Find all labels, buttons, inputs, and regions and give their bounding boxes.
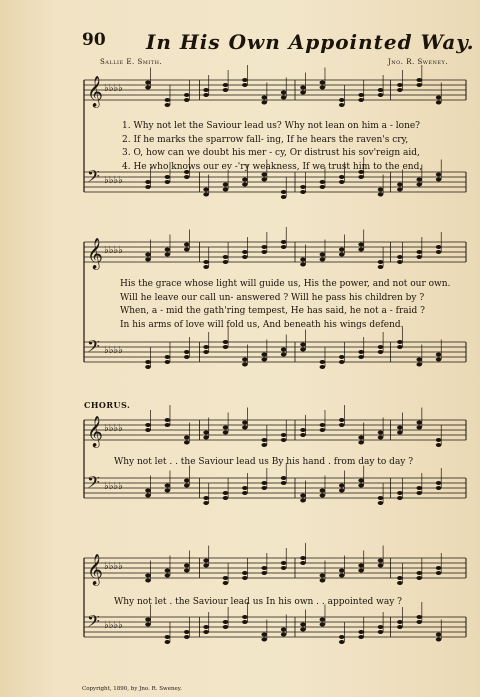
note-head	[242, 363, 248, 367]
note-head	[242, 576, 248, 580]
verse-line: His the grace whose light will guide us, His the power, and not our own.	[120, 279, 451, 289]
note-head	[358, 484, 364, 488]
note-head	[416, 421, 422, 425]
chorus-lyric-1: Why not let . . the Saviour lead us By his hand . from day to day ?	[114, 457, 414, 467]
note-head	[165, 484, 171, 488]
note-head	[223, 345, 229, 349]
note-head	[184, 93, 190, 97]
hymn-title: In His Own Appointed Way.	[146, 30, 475, 54]
note-head	[436, 353, 442, 357]
note-head	[203, 93, 209, 97]
note-head	[378, 193, 384, 197]
note-head	[436, 96, 442, 100]
note-head	[320, 365, 326, 369]
note-head	[261, 566, 267, 570]
verse-line: Will he leave our call un- answered ? Will he pass his children by ?	[120, 292, 425, 303]
verse-line: When, a - mid the gath'ring tempest, He has said, he not a - fraid ?	[120, 306, 425, 316]
note-head	[397, 431, 403, 435]
verse-block-1	[122, 120, 422, 174]
note-head	[261, 245, 267, 249]
note-head	[145, 253, 151, 257]
note-head	[397, 620, 403, 624]
note-head	[300, 494, 306, 498]
note-head	[416, 576, 422, 580]
key-signature-icon: ♭♭♭♭	[104, 175, 123, 186]
note-head	[416, 426, 422, 430]
note-head	[358, 635, 364, 639]
note-head	[203, 193, 209, 197]
note-head	[261, 353, 267, 357]
verse-line: 2. If he marks the sparrow fall- ing, If he hears the raven's cry,	[122, 134, 409, 145]
note-head	[242, 421, 248, 425]
note-head	[145, 185, 151, 189]
note-head	[339, 574, 345, 578]
note-head	[397, 426, 403, 430]
note-head	[358, 93, 364, 97]
note-head	[184, 175, 190, 179]
note-head	[184, 441, 190, 445]
note-head	[378, 431, 384, 435]
treble-clef-icon: 𝄞	[87, 238, 103, 269]
note-head	[339, 640, 345, 644]
note-head	[339, 569, 345, 573]
key-signature-icon: ♭♭♭♭	[104, 345, 123, 356]
note-head	[416, 183, 422, 187]
treble-clef-icon: 𝄞	[87, 416, 103, 447]
note-head	[436, 173, 442, 177]
note-head	[358, 441, 364, 445]
note-head	[397, 625, 403, 629]
note-head	[261, 438, 267, 442]
note-head	[416, 571, 422, 575]
note-head	[165, 640, 171, 644]
note-head	[300, 556, 306, 560]
note-head	[242, 183, 248, 187]
note-head	[339, 355, 345, 359]
note-head	[378, 564, 384, 568]
note-head	[339, 489, 345, 493]
composer-credit: Jno. R. Sweney.	[388, 58, 449, 66]
note-head	[261, 571, 267, 575]
note-head	[203, 564, 209, 568]
note-head	[436, 481, 442, 485]
key-signature-icon: ♭♭♭♭	[104, 481, 123, 492]
note-head	[281, 433, 287, 437]
bass-clef-icon: 𝄢	[87, 166, 100, 190]
note-head	[203, 88, 209, 92]
note-head	[281, 628, 287, 632]
note-head	[397, 576, 403, 580]
note-head	[203, 496, 209, 500]
note-head	[397, 183, 403, 187]
note-head	[165, 569, 171, 573]
note-head	[203, 345, 209, 349]
bass-clef-icon: 𝄢	[87, 611, 100, 635]
note-head	[203, 625, 209, 629]
note-head	[184, 243, 190, 247]
note-head	[339, 418, 345, 422]
note-head	[223, 260, 229, 264]
note-head	[358, 98, 364, 102]
note-head	[436, 101, 442, 105]
note-head	[145, 423, 151, 427]
note-head	[320, 579, 326, 583]
note-head	[242, 83, 248, 87]
note-head	[281, 353, 287, 357]
note-head	[145, 489, 151, 493]
note-head	[261, 250, 267, 254]
note-head	[320, 423, 326, 427]
note-head	[416, 250, 422, 254]
note-head	[145, 579, 151, 583]
note-head	[378, 559, 384, 563]
note-head	[261, 486, 267, 490]
note-head	[320, 180, 326, 184]
note-head	[300, 91, 306, 95]
note-head	[145, 574, 151, 578]
note-head	[281, 633, 287, 637]
note-head	[261, 96, 267, 100]
note-head	[145, 618, 151, 622]
note-head	[320, 86, 326, 90]
note-head	[165, 98, 171, 102]
note-head	[378, 188, 384, 192]
note-head	[436, 486, 442, 490]
note-head	[339, 635, 345, 639]
note-head	[165, 423, 171, 427]
note-head	[300, 433, 306, 437]
note-head	[320, 253, 326, 257]
note-head	[145, 365, 151, 369]
lyricist-credit: Sallie E. Smith.	[100, 58, 163, 66]
note-head	[300, 623, 306, 627]
note-head	[242, 571, 248, 575]
note-head	[320, 618, 326, 622]
note-head	[223, 581, 229, 585]
note-head	[358, 436, 364, 440]
note-head	[300, 428, 306, 432]
note-head	[223, 496, 229, 500]
note-head	[242, 78, 248, 82]
verse-block-2	[120, 278, 450, 332]
note-head	[184, 436, 190, 440]
note-head	[378, 88, 384, 92]
note-head	[358, 564, 364, 568]
note-head	[145, 623, 151, 627]
note-head	[281, 476, 287, 480]
note-head	[203, 436, 209, 440]
note-head	[165, 248, 171, 252]
note-head	[378, 496, 384, 500]
note-head	[300, 499, 306, 503]
note-head	[223, 255, 229, 259]
note-head	[184, 564, 190, 568]
note-head	[397, 340, 403, 344]
key-signature-icon: ♭♭♭♭	[104, 620, 123, 631]
note-head	[300, 258, 306, 262]
note-head	[397, 255, 403, 259]
key-signature-icon: ♭♭♭♭	[104, 423, 123, 434]
note-head	[165, 360, 171, 364]
note-head	[203, 188, 209, 192]
note-head	[281, 96, 287, 100]
note-head	[261, 443, 267, 447]
note-head	[203, 265, 209, 269]
note-head	[378, 625, 384, 629]
chorus-label: CHORUS.	[84, 400, 131, 410]
note-head	[184, 248, 190, 252]
note-head	[397, 83, 403, 87]
note-head	[281, 481, 287, 485]
note-head	[184, 569, 190, 573]
note-head	[416, 491, 422, 495]
note-head	[339, 360, 345, 364]
note-head	[416, 615, 422, 619]
note-head	[145, 258, 151, 262]
note-head	[320, 574, 326, 578]
note-head	[320, 428, 326, 432]
note-head	[223, 576, 229, 580]
key-signature-icon: ♭♭♭♭	[104, 561, 123, 572]
note-head	[397, 188, 403, 192]
note-head	[358, 355, 364, 359]
note-head	[416, 83, 422, 87]
note-head	[165, 489, 171, 493]
note-head	[320, 360, 326, 364]
note-head	[242, 491, 248, 495]
note-head	[165, 418, 171, 422]
note-head	[358, 630, 364, 634]
note-head	[242, 358, 248, 362]
note-head	[261, 101, 267, 105]
treble-clef-icon: 𝄞	[87, 554, 103, 585]
note-head	[242, 178, 248, 182]
note-head	[242, 250, 248, 254]
note-head	[436, 571, 442, 575]
note-head	[184, 355, 190, 359]
note-head	[397, 260, 403, 264]
note-head	[281, 566, 287, 570]
note-head	[378, 93, 384, 97]
note-head	[397, 496, 403, 500]
note-head	[165, 635, 171, 639]
note-head	[300, 185, 306, 189]
bass-clef-icon: 𝄢	[87, 472, 100, 496]
note-head	[397, 88, 403, 92]
note-head	[165, 180, 171, 184]
note-head	[358, 479, 364, 483]
note-head	[223, 183, 229, 187]
note-head	[339, 175, 345, 179]
note-head	[242, 255, 248, 259]
note-head	[416, 255, 422, 259]
note-head	[397, 345, 403, 349]
note-head	[436, 633, 442, 637]
note-head	[416, 358, 422, 362]
note-head	[242, 426, 248, 430]
note-head	[436, 178, 442, 182]
note-head	[378, 345, 384, 349]
treble-clef-icon: 𝄞	[87, 76, 103, 107]
note-head	[358, 350, 364, 354]
note-head	[281, 190, 287, 194]
note-head	[300, 190, 306, 194]
note-head	[281, 91, 287, 95]
note-head	[184, 98, 190, 102]
note-head	[261, 633, 267, 637]
note-head	[416, 620, 422, 624]
note-head	[184, 484, 190, 488]
note-head	[300, 348, 306, 352]
note-head	[378, 630, 384, 634]
note-head	[339, 98, 345, 102]
note-head	[145, 86, 151, 90]
note-head	[320, 489, 326, 493]
note-head	[320, 258, 326, 262]
note-head	[203, 630, 209, 634]
note-head	[339, 253, 345, 257]
note-head	[223, 88, 229, 92]
note-head	[242, 615, 248, 619]
note-head	[339, 484, 345, 488]
note-head	[242, 486, 248, 490]
note-head	[145, 494, 151, 498]
note-head	[416, 78, 422, 82]
note-head	[339, 180, 345, 184]
note-head	[165, 355, 171, 359]
note-head	[223, 340, 229, 344]
chorus-lyric-2: Why not let . the Saviour lead us In his own . . appointed way ?	[114, 597, 403, 607]
note-head	[320, 623, 326, 627]
note-head	[339, 103, 345, 107]
bass-clef-icon: 𝄢	[87, 336, 100, 360]
note-head	[223, 83, 229, 87]
note-head	[145, 360, 151, 364]
key-signature-icon: ♭♭♭♭	[104, 245, 123, 256]
note-head	[184, 479, 190, 483]
note-head	[300, 86, 306, 90]
note-head	[184, 350, 190, 354]
note-head	[300, 561, 306, 565]
note-head	[145, 180, 151, 184]
note-head	[203, 431, 209, 435]
note-head	[320, 185, 326, 189]
note-head	[358, 243, 364, 247]
note-head	[165, 103, 171, 107]
note-head	[165, 253, 171, 257]
verse-line: 1. Why not let the Saviour lead us? Why not lean on him a - lone?	[122, 121, 421, 131]
note-head	[281, 348, 287, 352]
note-head	[436, 250, 442, 254]
note-head	[378, 265, 384, 269]
note-head	[436, 638, 442, 642]
note-head	[436, 566, 442, 570]
verse-line: 3. O, how can we doubt his mer - cy, Or distrust his sov'reign aid,	[122, 148, 420, 158]
note-head	[378, 501, 384, 505]
note-head	[203, 559, 209, 563]
verse-line: In his arms of love will fold us, And beneath his wings defend.	[120, 319, 404, 330]
note-head	[223, 625, 229, 629]
page-number: 90	[82, 30, 106, 50]
note-head	[223, 431, 229, 435]
note-head	[300, 343, 306, 347]
key-signature-icon: ♭♭♭♭	[104, 83, 123, 94]
note-head	[378, 436, 384, 440]
note-head	[165, 574, 171, 578]
note-head	[261, 638, 267, 642]
note-head	[223, 188, 229, 192]
note-head	[165, 175, 171, 179]
note-head	[281, 561, 287, 565]
note-head	[358, 248, 364, 252]
note-head	[203, 350, 209, 354]
note-head	[223, 491, 229, 495]
note-head	[300, 628, 306, 632]
note-head	[397, 491, 403, 495]
note-head	[436, 358, 442, 362]
note-head	[358, 569, 364, 573]
note-head	[281, 245, 287, 249]
copyright-note: Copyright, 1890, by Jno. R. Sweney.	[82, 686, 182, 692]
note-head	[203, 260, 209, 264]
note-head	[281, 195, 287, 199]
note-head	[397, 581, 403, 585]
verse-line: 4. He who knows our ev -'ry weakness, If we trust him to the end,	[122, 161, 423, 172]
note-head	[436, 438, 442, 442]
note-head	[203, 501, 209, 505]
note-head	[339, 248, 345, 252]
note-head	[261, 358, 267, 362]
note-head	[358, 175, 364, 179]
note-head	[261, 178, 267, 182]
note-head	[223, 426, 229, 430]
note-head	[320, 81, 326, 85]
note-head	[416, 363, 422, 367]
note-head	[320, 494, 326, 498]
note-head	[261, 481, 267, 485]
note-head	[242, 620, 248, 624]
note-head	[416, 486, 422, 490]
note-head	[184, 630, 190, 634]
note-head	[281, 438, 287, 442]
note-head	[145, 428, 151, 432]
note-head	[223, 620, 229, 624]
note-head	[416, 178, 422, 182]
note-head	[378, 260, 384, 264]
note-head	[300, 263, 306, 267]
note-head	[281, 240, 287, 244]
note-head	[145, 81, 151, 85]
note-head	[378, 350, 384, 354]
note-head	[436, 245, 442, 249]
note-head	[184, 635, 190, 639]
note-head	[436, 443, 442, 447]
note-head	[339, 423, 345, 427]
